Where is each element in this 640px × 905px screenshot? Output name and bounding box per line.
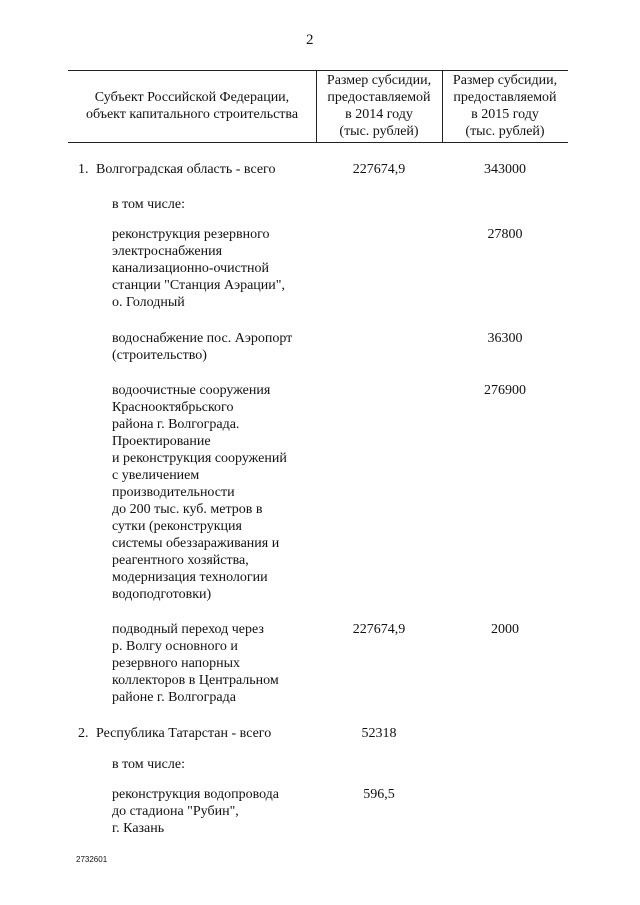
object-value-2015: 2000 [491,622,519,637]
subheading: в том числе: [112,197,185,212]
object-value-2015: 276900 [484,383,526,398]
region-value-2014: 52318 [361,726,397,741]
object-description [112,786,279,837]
object-line: системы обеззараживания и [112,536,280,551]
region-index: 1. [78,162,89,177]
header-line: (тыс. рублей) [465,124,545,139]
object-line: водоочистные сооружения [112,383,271,398]
region-value-2015: 343000 [484,162,526,177]
object-line: до 200 тыс. куб. метров в [112,502,263,517]
document-id: 2732601 [76,855,108,864]
object-line: резервного напорных [112,656,241,671]
object-line: электроснабжения [112,244,223,259]
object-line: (строительство) [112,348,207,363]
object-line: районе г. Волгограда [112,690,236,705]
object-line: производительности [112,485,235,500]
header-2015 [442,72,568,140]
object-line: с увеличением [112,468,200,483]
object-line: и реконструкция сооружений [112,451,287,466]
region-name: Республика Татарстан - всего [96,726,272,741]
header-line: объект капитального строительства [85,107,299,122]
object-line: района г. Волгограда. [112,417,240,432]
object-line: р. Волгу основного и [112,639,238,654]
object-description [112,382,287,603]
header-line: предоставляемой [327,90,431,105]
object-line: о. Голодный [112,295,185,310]
object-line: до стадиона "Рубин", [112,804,239,819]
object-line: реконструкция резервного [112,227,270,242]
object-line: водоподготовки) [112,587,212,602]
object-line: г. Казань [112,821,165,836]
header-line: Субъект Российской Федерации, [94,90,290,105]
header-bottom-rule [68,142,568,143]
object-line: реагентного хозяйства, [112,553,249,568]
object-line: Краснооктябрьского [112,400,234,415]
header-line: в 2015 году [471,107,539,122]
header-line: Размер субсидии, [326,73,432,88]
object-line: модернизация технологии [112,570,268,585]
object-line: станции "Станция Аэрации", [112,278,285,293]
region-index: 2. [78,726,89,741]
object-value-2015: 36300 [487,331,523,346]
region-value-2014: 227674,9 [352,162,406,177]
object-description [112,621,279,706]
object-line: канализационно-очистной [112,261,269,276]
object-description [112,226,285,311]
header-line: в 2014 году [345,107,413,122]
region-name: Волгоградская область - всего [96,162,276,177]
object-line: водоснабжение пос. Аэропорт [112,331,293,346]
header-2014 [316,72,442,140]
object-line: Проектирование [112,434,211,449]
object-line: коллекторов в Центральном [112,673,279,688]
subheading: в том числе: [112,757,185,772]
object-line: реконструкция водопровода [112,787,280,802]
object-value-2014: 596,5 [363,787,395,802]
page-number: 2 [306,32,314,48]
header-line: (тыс. рублей) [339,124,419,139]
table-top-rule [68,70,568,71]
object-value-2014: 227674,9 [352,622,406,637]
header-line: предоставляемой [453,90,557,105]
header-line: Размер субсидии, [452,73,558,88]
object-line: сутки (реконструкция [112,519,242,534]
object-description [112,330,292,364]
object-line: подводный переход через [112,622,264,637]
object-value-2015: 27800 [487,227,523,242]
header-subject [68,89,316,123]
